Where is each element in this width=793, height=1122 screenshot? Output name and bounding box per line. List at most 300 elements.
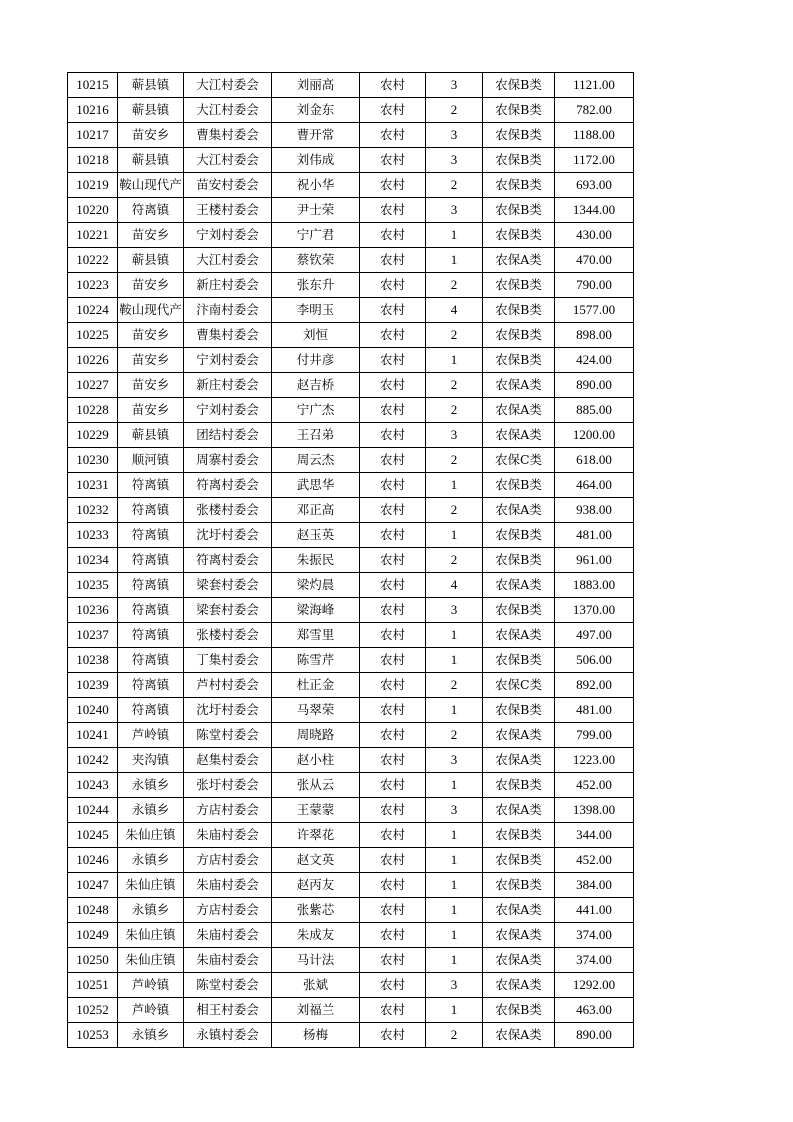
village-cell: 汴南村委会 — [184, 298, 272, 323]
village-cell: 大江村委会 — [184, 98, 272, 123]
insurance-type-cell: 农保C类 — [483, 673, 555, 698]
town-cell: 苗安乡 — [118, 223, 184, 248]
table-row — [68, 1023, 634, 1048]
area-cell: 农村 — [360, 698, 426, 723]
area-cell: 农村 — [360, 348, 426, 373]
area-cell: 农村 — [360, 848, 426, 873]
serial-cell: 10215 — [68, 73, 118, 98]
amount-cell: 1292.00 — [555, 973, 634, 998]
amount-cell: 1200.00 — [555, 423, 634, 448]
insurance-type-cell: 农保A类 — [483, 623, 555, 648]
village-cell: 沈圩村委会 — [184, 523, 272, 548]
table-row — [68, 373, 634, 398]
area-cell: 农村 — [360, 998, 426, 1023]
insurance-type-cell: 农保B类 — [483, 323, 555, 348]
household-count-cell: 1 — [426, 248, 483, 273]
household-count-cell: 1 — [426, 773, 483, 798]
household-count-cell: 1 — [426, 523, 483, 548]
town-cell: 蕲县镇 — [118, 423, 184, 448]
town-cell: 蕲县镇 — [118, 248, 184, 273]
amount-cell: 782.00 — [555, 98, 634, 123]
household-count-cell: 1 — [426, 223, 483, 248]
serial-cell: 10225 — [68, 323, 118, 348]
serial-cell: 10242 — [68, 748, 118, 773]
town-cell: 永镇乡 — [118, 798, 184, 823]
table-row — [68, 873, 634, 898]
village-cell: 新庄村委会 — [184, 273, 272, 298]
town-cell: 朱仙庄镇 — [118, 948, 184, 973]
serial-cell: 10238 — [68, 648, 118, 673]
name-cell: 马翠荣 — [272, 698, 360, 723]
serial-cell: 10223 — [68, 273, 118, 298]
area-cell: 农村 — [360, 523, 426, 548]
insurance-type-cell: 农保B类 — [483, 773, 555, 798]
insurance-type-cell: 农保A类 — [483, 1023, 555, 1048]
household-count-cell: 1 — [426, 348, 483, 373]
amount-cell: 481.00 — [555, 698, 634, 723]
area-cell: 农村 — [360, 498, 426, 523]
town-cell: 芦岭镇 — [118, 723, 184, 748]
town-cell: 蕲县镇 — [118, 98, 184, 123]
town-cell: 符离镇 — [118, 623, 184, 648]
name-cell: 张紫芯 — [272, 898, 360, 923]
serial-cell: 10218 — [68, 148, 118, 173]
name-cell: 周云杰 — [272, 448, 360, 473]
household-count-cell: 3 — [426, 423, 483, 448]
village-cell: 梁套村委会 — [184, 573, 272, 598]
serial-cell: 10246 — [68, 848, 118, 873]
household-count-cell: 1 — [426, 623, 483, 648]
name-cell: 郑雪里 — [272, 623, 360, 648]
table-row — [68, 473, 634, 498]
name-cell: 陈雪芹 — [272, 648, 360, 673]
insurance-type-cell: 农保B类 — [483, 523, 555, 548]
serial-cell: 10220 — [68, 198, 118, 223]
name-cell: 刘福兰 — [272, 998, 360, 1023]
area-cell: 农村 — [360, 248, 426, 273]
amount-cell: 430.00 — [555, 223, 634, 248]
village-cell: 朱庙村委会 — [184, 948, 272, 973]
insurance-type-cell: 农保B类 — [483, 698, 555, 723]
village-cell: 永镇村委会 — [184, 1023, 272, 1048]
table-row — [68, 173, 634, 198]
town-cell: 夹沟镇 — [118, 748, 184, 773]
town-cell: 符离镇 — [118, 473, 184, 498]
name-cell: 蔡钦荣 — [272, 248, 360, 273]
name-cell: 李明玉 — [272, 298, 360, 323]
village-cell: 丁集村委会 — [184, 648, 272, 673]
records-table — [67, 72, 634, 1048]
amount-cell: 938.00 — [555, 498, 634, 523]
amount-cell: 452.00 — [555, 773, 634, 798]
name-cell: 刘金东 — [272, 98, 360, 123]
village-cell: 芦村村委会 — [184, 673, 272, 698]
serial-cell: 10224 — [68, 298, 118, 323]
household-count-cell: 3 — [426, 148, 483, 173]
name-cell: 赵吉桥 — [272, 373, 360, 398]
town-cell: 符离镇 — [118, 573, 184, 598]
village-cell: 张楼村委会 — [184, 498, 272, 523]
village-cell: 张圩村委会 — [184, 773, 272, 798]
insurance-type-cell: 农保A类 — [483, 248, 555, 273]
area-cell: 农村 — [360, 723, 426, 748]
household-count-cell: 2 — [426, 98, 483, 123]
name-cell: 赵丙友 — [272, 873, 360, 898]
table-row — [68, 323, 634, 348]
village-cell: 方店村委会 — [184, 898, 272, 923]
name-cell: 许翠花 — [272, 823, 360, 848]
village-cell: 朱庙村委会 — [184, 823, 272, 848]
household-count-cell: 2 — [426, 548, 483, 573]
household-count-cell: 2 — [426, 373, 483, 398]
insurance-type-cell: 农保B类 — [483, 548, 555, 573]
insurance-type-cell: 农保C类 — [483, 448, 555, 473]
insurance-type-cell: 农保B类 — [483, 298, 555, 323]
village-cell: 赵集村委会 — [184, 748, 272, 773]
amount-cell: 1172.00 — [555, 148, 634, 173]
amount-cell: 1223.00 — [555, 748, 634, 773]
name-cell: 杜正金 — [272, 673, 360, 698]
area-cell: 农村 — [360, 923, 426, 948]
insurance-type-cell: 农保B类 — [483, 98, 555, 123]
serial-cell: 10249 — [68, 923, 118, 948]
town-cell: 符离镇 — [118, 673, 184, 698]
household-count-cell: 1 — [426, 698, 483, 723]
area-cell: 农村 — [360, 223, 426, 248]
table-row — [68, 498, 634, 523]
amount-cell: 452.00 — [555, 848, 634, 873]
town-cell: 鞍山现代产 — [118, 298, 184, 323]
amount-cell: 693.00 — [555, 173, 634, 198]
household-count-cell: 2 — [426, 1023, 483, 1048]
serial-cell: 10216 — [68, 98, 118, 123]
insurance-type-cell: 农保B类 — [483, 123, 555, 148]
area-cell: 农村 — [360, 423, 426, 448]
amount-cell: 1883.00 — [555, 573, 634, 598]
table-row — [68, 98, 634, 123]
household-count-cell: 2 — [426, 173, 483, 198]
insurance-type-cell: 农保A类 — [483, 798, 555, 823]
table-row — [68, 998, 634, 1023]
insurance-type-cell: 农保A类 — [483, 373, 555, 398]
name-cell: 马计法 — [272, 948, 360, 973]
insurance-type-cell: 农保A类 — [483, 973, 555, 998]
village-cell: 沈圩村委会 — [184, 698, 272, 723]
village-cell: 朱庙村委会 — [184, 923, 272, 948]
village-cell: 朱庙村委会 — [184, 873, 272, 898]
insurance-type-cell: 农保B类 — [483, 823, 555, 848]
name-cell: 赵文英 — [272, 848, 360, 873]
insurance-type-cell: 农保B类 — [483, 848, 555, 873]
insurance-type-cell: 农保B类 — [483, 173, 555, 198]
village-cell: 宁刘村委会 — [184, 348, 272, 373]
area-cell: 农村 — [360, 273, 426, 298]
amount-cell: 384.00 — [555, 873, 634, 898]
serial-cell: 10253 — [68, 1023, 118, 1048]
table-row — [68, 773, 634, 798]
table-row — [68, 73, 634, 98]
area-cell: 农村 — [360, 773, 426, 798]
village-cell: 王楼村委会 — [184, 198, 272, 223]
household-count-cell: 1 — [426, 923, 483, 948]
village-cell: 曹集村委会 — [184, 323, 272, 348]
name-cell: 付井彦 — [272, 348, 360, 373]
amount-cell: 424.00 — [555, 348, 634, 373]
amount-cell: 470.00 — [555, 248, 634, 273]
serial-cell: 10240 — [68, 698, 118, 723]
household-count-cell: 2 — [426, 723, 483, 748]
household-count-cell: 3 — [426, 598, 483, 623]
amount-cell: 1370.00 — [555, 598, 634, 623]
amount-cell: 1121.00 — [555, 73, 634, 98]
village-cell: 符离村委会 — [184, 548, 272, 573]
table-row — [68, 898, 634, 923]
table-row — [68, 848, 634, 873]
household-count-cell: 3 — [426, 798, 483, 823]
household-count-cell: 2 — [426, 323, 483, 348]
name-cell: 赵玉英 — [272, 523, 360, 548]
town-cell: 鞍山现代产 — [118, 173, 184, 198]
household-count-cell: 2 — [426, 398, 483, 423]
name-cell: 张东升 — [272, 273, 360, 298]
area-cell: 农村 — [360, 873, 426, 898]
insurance-type-cell: 农保B类 — [483, 348, 555, 373]
amount-cell: 892.00 — [555, 673, 634, 698]
table-row — [68, 398, 634, 423]
area-cell: 农村 — [360, 673, 426, 698]
table-row — [68, 648, 634, 673]
table-body — [68, 73, 634, 1048]
town-cell: 苗安乡 — [118, 123, 184, 148]
town-cell: 蕲县镇 — [118, 73, 184, 98]
serial-cell: 10236 — [68, 598, 118, 623]
insurance-type-cell: 农保B类 — [483, 998, 555, 1023]
village-cell: 梁套村委会 — [184, 598, 272, 623]
amount-cell: 1577.00 — [555, 298, 634, 323]
town-cell: 苗安乡 — [118, 373, 184, 398]
village-cell: 大江村委会 — [184, 248, 272, 273]
serial-cell: 10252 — [68, 998, 118, 1023]
serial-cell: 10217 — [68, 123, 118, 148]
spreadsheet-sheet — [67, 72, 634, 1048]
table-row — [68, 523, 634, 548]
name-cell: 杨梅 — [272, 1023, 360, 1048]
area-cell: 农村 — [360, 648, 426, 673]
serial-cell: 10241 — [68, 723, 118, 748]
table-row — [68, 973, 634, 998]
village-cell: 大江村委会 — [184, 148, 272, 173]
area-cell: 农村 — [360, 473, 426, 498]
area-cell: 农村 — [360, 573, 426, 598]
household-count-cell: 1 — [426, 898, 483, 923]
amount-cell: 885.00 — [555, 398, 634, 423]
village-cell: 周寨村委会 — [184, 448, 272, 473]
town-cell: 朱仙庄镇 — [118, 823, 184, 848]
table-row — [68, 923, 634, 948]
village-cell: 宁刘村委会 — [184, 398, 272, 423]
table-row — [68, 248, 634, 273]
serial-cell: 10234 — [68, 548, 118, 573]
name-cell: 王蒙蒙 — [272, 798, 360, 823]
household-count-cell: 1 — [426, 998, 483, 1023]
area-cell: 农村 — [360, 198, 426, 223]
area-cell: 农村 — [360, 823, 426, 848]
town-cell: 永镇乡 — [118, 773, 184, 798]
serial-cell: 10235 — [68, 573, 118, 598]
town-cell: 永镇乡 — [118, 848, 184, 873]
area-cell: 农村 — [360, 398, 426, 423]
table-row — [68, 148, 634, 173]
town-cell: 芦岭镇 — [118, 998, 184, 1023]
amount-cell: 506.00 — [555, 648, 634, 673]
insurance-type-cell: 农保B类 — [483, 273, 555, 298]
village-cell: 张楼村委会 — [184, 623, 272, 648]
area-cell: 农村 — [360, 98, 426, 123]
table-row — [68, 723, 634, 748]
table-row — [68, 298, 634, 323]
town-cell: 芦岭镇 — [118, 973, 184, 998]
insurance-type-cell: 农保B类 — [483, 648, 555, 673]
village-cell: 团结村委会 — [184, 423, 272, 448]
insurance-type-cell: 农保A类 — [483, 498, 555, 523]
serial-cell: 10243 — [68, 773, 118, 798]
name-cell: 朱振民 — [272, 548, 360, 573]
insurance-type-cell: 农保A类 — [483, 398, 555, 423]
household-count-cell: 1 — [426, 473, 483, 498]
town-cell: 符离镇 — [118, 523, 184, 548]
serial-cell: 10251 — [68, 973, 118, 998]
insurance-type-cell: 农保A类 — [483, 923, 555, 948]
serial-cell: 10232 — [68, 498, 118, 523]
village-cell: 方店村委会 — [184, 848, 272, 873]
serial-cell: 10247 — [68, 873, 118, 898]
area-cell: 农村 — [360, 173, 426, 198]
household-count-cell: 1 — [426, 648, 483, 673]
insurance-type-cell: 农保A类 — [483, 748, 555, 773]
amount-cell: 890.00 — [555, 373, 634, 398]
amount-cell: 344.00 — [555, 823, 634, 848]
area-cell: 农村 — [360, 623, 426, 648]
table-row — [68, 623, 634, 648]
name-cell: 祝小华 — [272, 173, 360, 198]
name-cell: 邓正高 — [272, 498, 360, 523]
serial-cell: 10227 — [68, 373, 118, 398]
village-cell: 苗安村委会 — [184, 173, 272, 198]
name-cell: 宁广君 — [272, 223, 360, 248]
area-cell: 农村 — [360, 598, 426, 623]
serial-cell: 10226 — [68, 348, 118, 373]
household-count-cell: 2 — [426, 673, 483, 698]
town-cell: 苗安乡 — [118, 398, 184, 423]
household-count-cell: 2 — [426, 448, 483, 473]
name-cell: 宁广杰 — [272, 398, 360, 423]
name-cell: 尹士荣 — [272, 198, 360, 223]
household-count-cell: 4 — [426, 573, 483, 598]
town-cell: 朱仙庄镇 — [118, 923, 184, 948]
insurance-type-cell: 农保B类 — [483, 598, 555, 623]
serial-cell: 10229 — [68, 423, 118, 448]
village-cell: 新庄村委会 — [184, 373, 272, 398]
insurance-type-cell: 农保B类 — [483, 198, 555, 223]
amount-cell: 618.00 — [555, 448, 634, 473]
area-cell: 农村 — [360, 123, 426, 148]
table-row — [68, 273, 634, 298]
village-cell: 方店村委会 — [184, 798, 272, 823]
area-cell: 农村 — [360, 73, 426, 98]
serial-cell: 10222 — [68, 248, 118, 273]
town-cell: 苗安乡 — [118, 273, 184, 298]
name-cell: 梁灼晨 — [272, 573, 360, 598]
name-cell: 王召弟 — [272, 423, 360, 448]
household-count-cell: 1 — [426, 823, 483, 848]
amount-cell: 790.00 — [555, 273, 634, 298]
area-cell: 农村 — [360, 548, 426, 573]
insurance-type-cell: 农保A类 — [483, 898, 555, 923]
amount-cell: 890.00 — [555, 1023, 634, 1048]
table-row — [68, 223, 634, 248]
town-cell: 符离镇 — [118, 548, 184, 573]
household-count-cell: 3 — [426, 123, 483, 148]
area-cell: 农村 — [360, 898, 426, 923]
insurance-type-cell: 农保B类 — [483, 73, 555, 98]
household-count-cell: 1 — [426, 948, 483, 973]
serial-cell: 10237 — [68, 623, 118, 648]
household-count-cell: 1 — [426, 873, 483, 898]
name-cell: 张从云 — [272, 773, 360, 798]
town-cell: 符离镇 — [118, 598, 184, 623]
name-cell: 梁海峰 — [272, 598, 360, 623]
table-row — [68, 948, 634, 973]
table-row — [68, 698, 634, 723]
table-row — [68, 673, 634, 698]
insurance-type-cell: 农保A类 — [483, 573, 555, 598]
serial-cell: 10239 — [68, 673, 118, 698]
serial-cell: 10244 — [68, 798, 118, 823]
amount-cell: 463.00 — [555, 998, 634, 1023]
serial-cell: 10248 — [68, 898, 118, 923]
village-cell: 相王村委会 — [184, 998, 272, 1023]
insurance-type-cell: 农保A类 — [483, 948, 555, 973]
name-cell: 刘伟成 — [272, 148, 360, 173]
serial-cell: 10219 — [68, 173, 118, 198]
area-cell: 农村 — [360, 298, 426, 323]
serial-cell: 10228 — [68, 398, 118, 423]
name-cell: 赵小柱 — [272, 748, 360, 773]
name-cell: 朱成友 — [272, 923, 360, 948]
town-cell: 符离镇 — [118, 498, 184, 523]
table-row — [68, 798, 634, 823]
insurance-type-cell: 农保A类 — [483, 723, 555, 748]
amount-cell: 374.00 — [555, 923, 634, 948]
town-cell: 苗安乡 — [118, 323, 184, 348]
town-cell: 永镇乡 — [118, 1023, 184, 1048]
amount-cell: 497.00 — [555, 623, 634, 648]
area-cell: 农村 — [360, 798, 426, 823]
insurance-type-cell: 农保B类 — [483, 473, 555, 498]
village-cell: 宁刘村委会 — [184, 223, 272, 248]
town-cell: 符离镇 — [118, 198, 184, 223]
area-cell: 农村 — [360, 1023, 426, 1048]
amount-cell: 481.00 — [555, 523, 634, 548]
insurance-type-cell: 农保B类 — [483, 223, 555, 248]
table-row — [68, 573, 634, 598]
amount-cell: 898.00 — [555, 323, 634, 348]
town-cell: 符离镇 — [118, 698, 184, 723]
household-count-cell: 2 — [426, 273, 483, 298]
table-row — [68, 423, 634, 448]
serial-cell: 10231 — [68, 473, 118, 498]
village-cell: 陈堂村委会 — [184, 973, 272, 998]
